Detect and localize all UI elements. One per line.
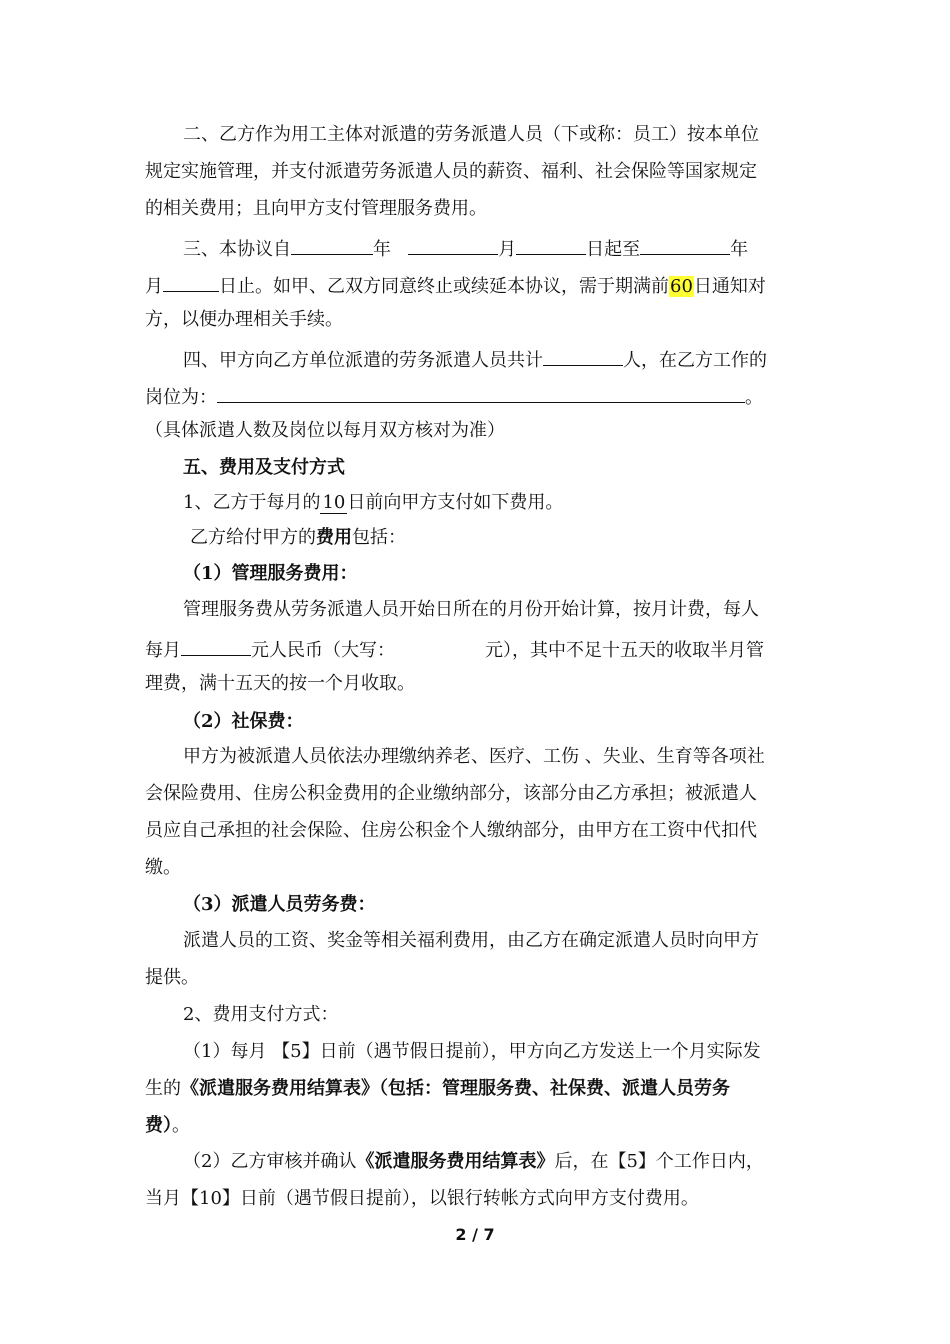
clause-4-text-b: 人，在乙方工作的 xyxy=(623,350,767,371)
payment-1-line-1: （1）每月 【5】日前（遇节假日提前），甲方向乙方发送上一个月实际发 xyxy=(183,1041,761,1062)
clause-3-text-h: 日通知对 xyxy=(693,276,766,297)
page-number: 2 / 7 xyxy=(455,1225,495,1244)
subsection-1-line-3: 理费，满十五天的按一个月收取。 xyxy=(145,673,415,694)
start-day-blank xyxy=(516,234,586,255)
payment-method-title: 2、费用支付方式： xyxy=(183,1004,339,1025)
pay1-text-a: 生的 xyxy=(145,1078,181,1099)
position-blank xyxy=(217,382,745,403)
clause-2-line-1: 二、乙方作为用工主体对派遣的劳务派遣人员（下或称：员工）按本单位 xyxy=(183,124,759,145)
p2-bold-fee: 费用 xyxy=(316,527,352,548)
pay2-text-a: （2）乙方审核并确认 xyxy=(183,1151,357,1172)
clause-3-text-a: 三、本协议自 xyxy=(183,239,291,260)
p2-text-a: 乙方给付甲方的 xyxy=(190,527,316,548)
subsection-2-title: （2）社保费： xyxy=(183,711,304,732)
clause-3-line-3: 方，以便办理相关手续。 xyxy=(145,309,343,330)
payment-1-line-2 xyxy=(145,1077,730,1101)
clause-3-line-1 xyxy=(183,234,748,262)
pay2-bold-statement: 《派遣服务费用结算表》 xyxy=(356,1151,555,1172)
clause-4-note: （具体派遣人数及岗位以每月双方核对为准） xyxy=(145,420,505,441)
end-day-blank xyxy=(163,271,219,292)
subsection-2-line-3: 员应自己承担的社会保险、住房公积金个人缴纳部分，由甲方在工资中代扣代 xyxy=(145,820,757,841)
subsection-1-title: （1）管理服务费用： xyxy=(183,563,358,584)
pay2-text-c: 后，在【5】个工作日内， xyxy=(554,1151,764,1172)
headcount-blank xyxy=(543,345,623,366)
clause-2-line-3: 的相关费用；且向甲方支付管理服务费用。 xyxy=(145,198,487,219)
s1-text-b: 元人民币（大写： xyxy=(251,640,395,661)
clause-4-line-1 xyxy=(183,345,767,373)
clause-3-text-g: 日止。如甲、乙双方同意终止或续延本协议，需于期满前 xyxy=(219,276,669,297)
payment-1-line-3 xyxy=(145,1114,190,1138)
payment-2-line-2: 当月【10】日前（遇节假日提前），以银行转帐方式向甲方支付费用。 xyxy=(145,1188,699,1209)
p2-text-b: 包括： xyxy=(352,527,406,548)
s1-text-c: 元），其中不足十五天的收取半月管 xyxy=(485,640,764,661)
subsection-2-line-1: 甲方为被派遣人员依法办理缴纳养老、医疗、工伤 、失业、生育等各项社 xyxy=(183,746,765,767)
clause-2-line-2: 规定实施管理，并支付派遣劳务派遣人员的薪资、福利、社会保险等国家规定 xyxy=(145,161,757,182)
fee-amount-blank xyxy=(181,635,251,656)
section-5-p1 xyxy=(183,491,563,515)
subsection-3-line-1: 派遣人员的工资、奖金等相关福利费用，由乙方在确定派遣人员时向甲方 xyxy=(183,930,759,951)
clause-3-text-b: 年 xyxy=(373,239,391,260)
subsection-1-line-1: 管理服务费从劳务派遣人员开始日所在的月份开始计算，按月计费，每人 xyxy=(183,599,759,620)
pay1-bold-end: 费） xyxy=(145,1115,172,1136)
section-5-p2 xyxy=(190,526,406,550)
subsection-2-line-4: 缴。 xyxy=(145,857,181,878)
clause-3-line-2 xyxy=(145,271,766,299)
payment-2-line-1 xyxy=(183,1150,764,1174)
start-year-blank xyxy=(291,234,373,255)
subsection-2-line-2: 会保险费用、住房公积金费用的企业缴纳部分，该部分由乙方承担；被派遣人 xyxy=(145,783,757,804)
clause-4-text-a: 四、甲方向乙方单位派遣的劳务派遣人员共计 xyxy=(183,350,543,371)
clause-3-text-f: 月 xyxy=(145,276,163,297)
p1-text-a: 1、乙方于每月的 xyxy=(183,492,321,513)
subsection-1-line-2 xyxy=(145,635,764,663)
s1-text-a: 每月 xyxy=(145,640,181,661)
notice-days-highlight: 60 xyxy=(670,276,693,297)
payment-day-value: 10 xyxy=(322,492,346,513)
subsection-3-line-2: 提供。 xyxy=(145,967,199,988)
clause-4-text-d: 。 xyxy=(745,387,763,408)
p1-text-b: 日前向甲方支付如下费用。 xyxy=(347,492,564,513)
pay1-bold-statement: 《派遣服务费用结算表》（包括：管理服务费、社保费、派遣人员劳务 xyxy=(181,1078,730,1099)
clause-3-text-d: 日起至 xyxy=(586,239,641,260)
clause-3-text-e: 年 xyxy=(730,239,749,260)
pay1-text-end: 。 xyxy=(172,1115,190,1136)
clause-4-text-c: 岗位为： xyxy=(145,387,217,408)
subsection-3-title: （3）派遣人员劳务费： xyxy=(183,894,376,915)
start-month-blank xyxy=(408,234,498,255)
clause-4-line-2 xyxy=(145,382,763,410)
section-5-title: 五、费用及支付方式 xyxy=(183,457,345,478)
clause-3-text-c: 月 xyxy=(498,239,517,260)
end-year-blank xyxy=(640,234,730,255)
